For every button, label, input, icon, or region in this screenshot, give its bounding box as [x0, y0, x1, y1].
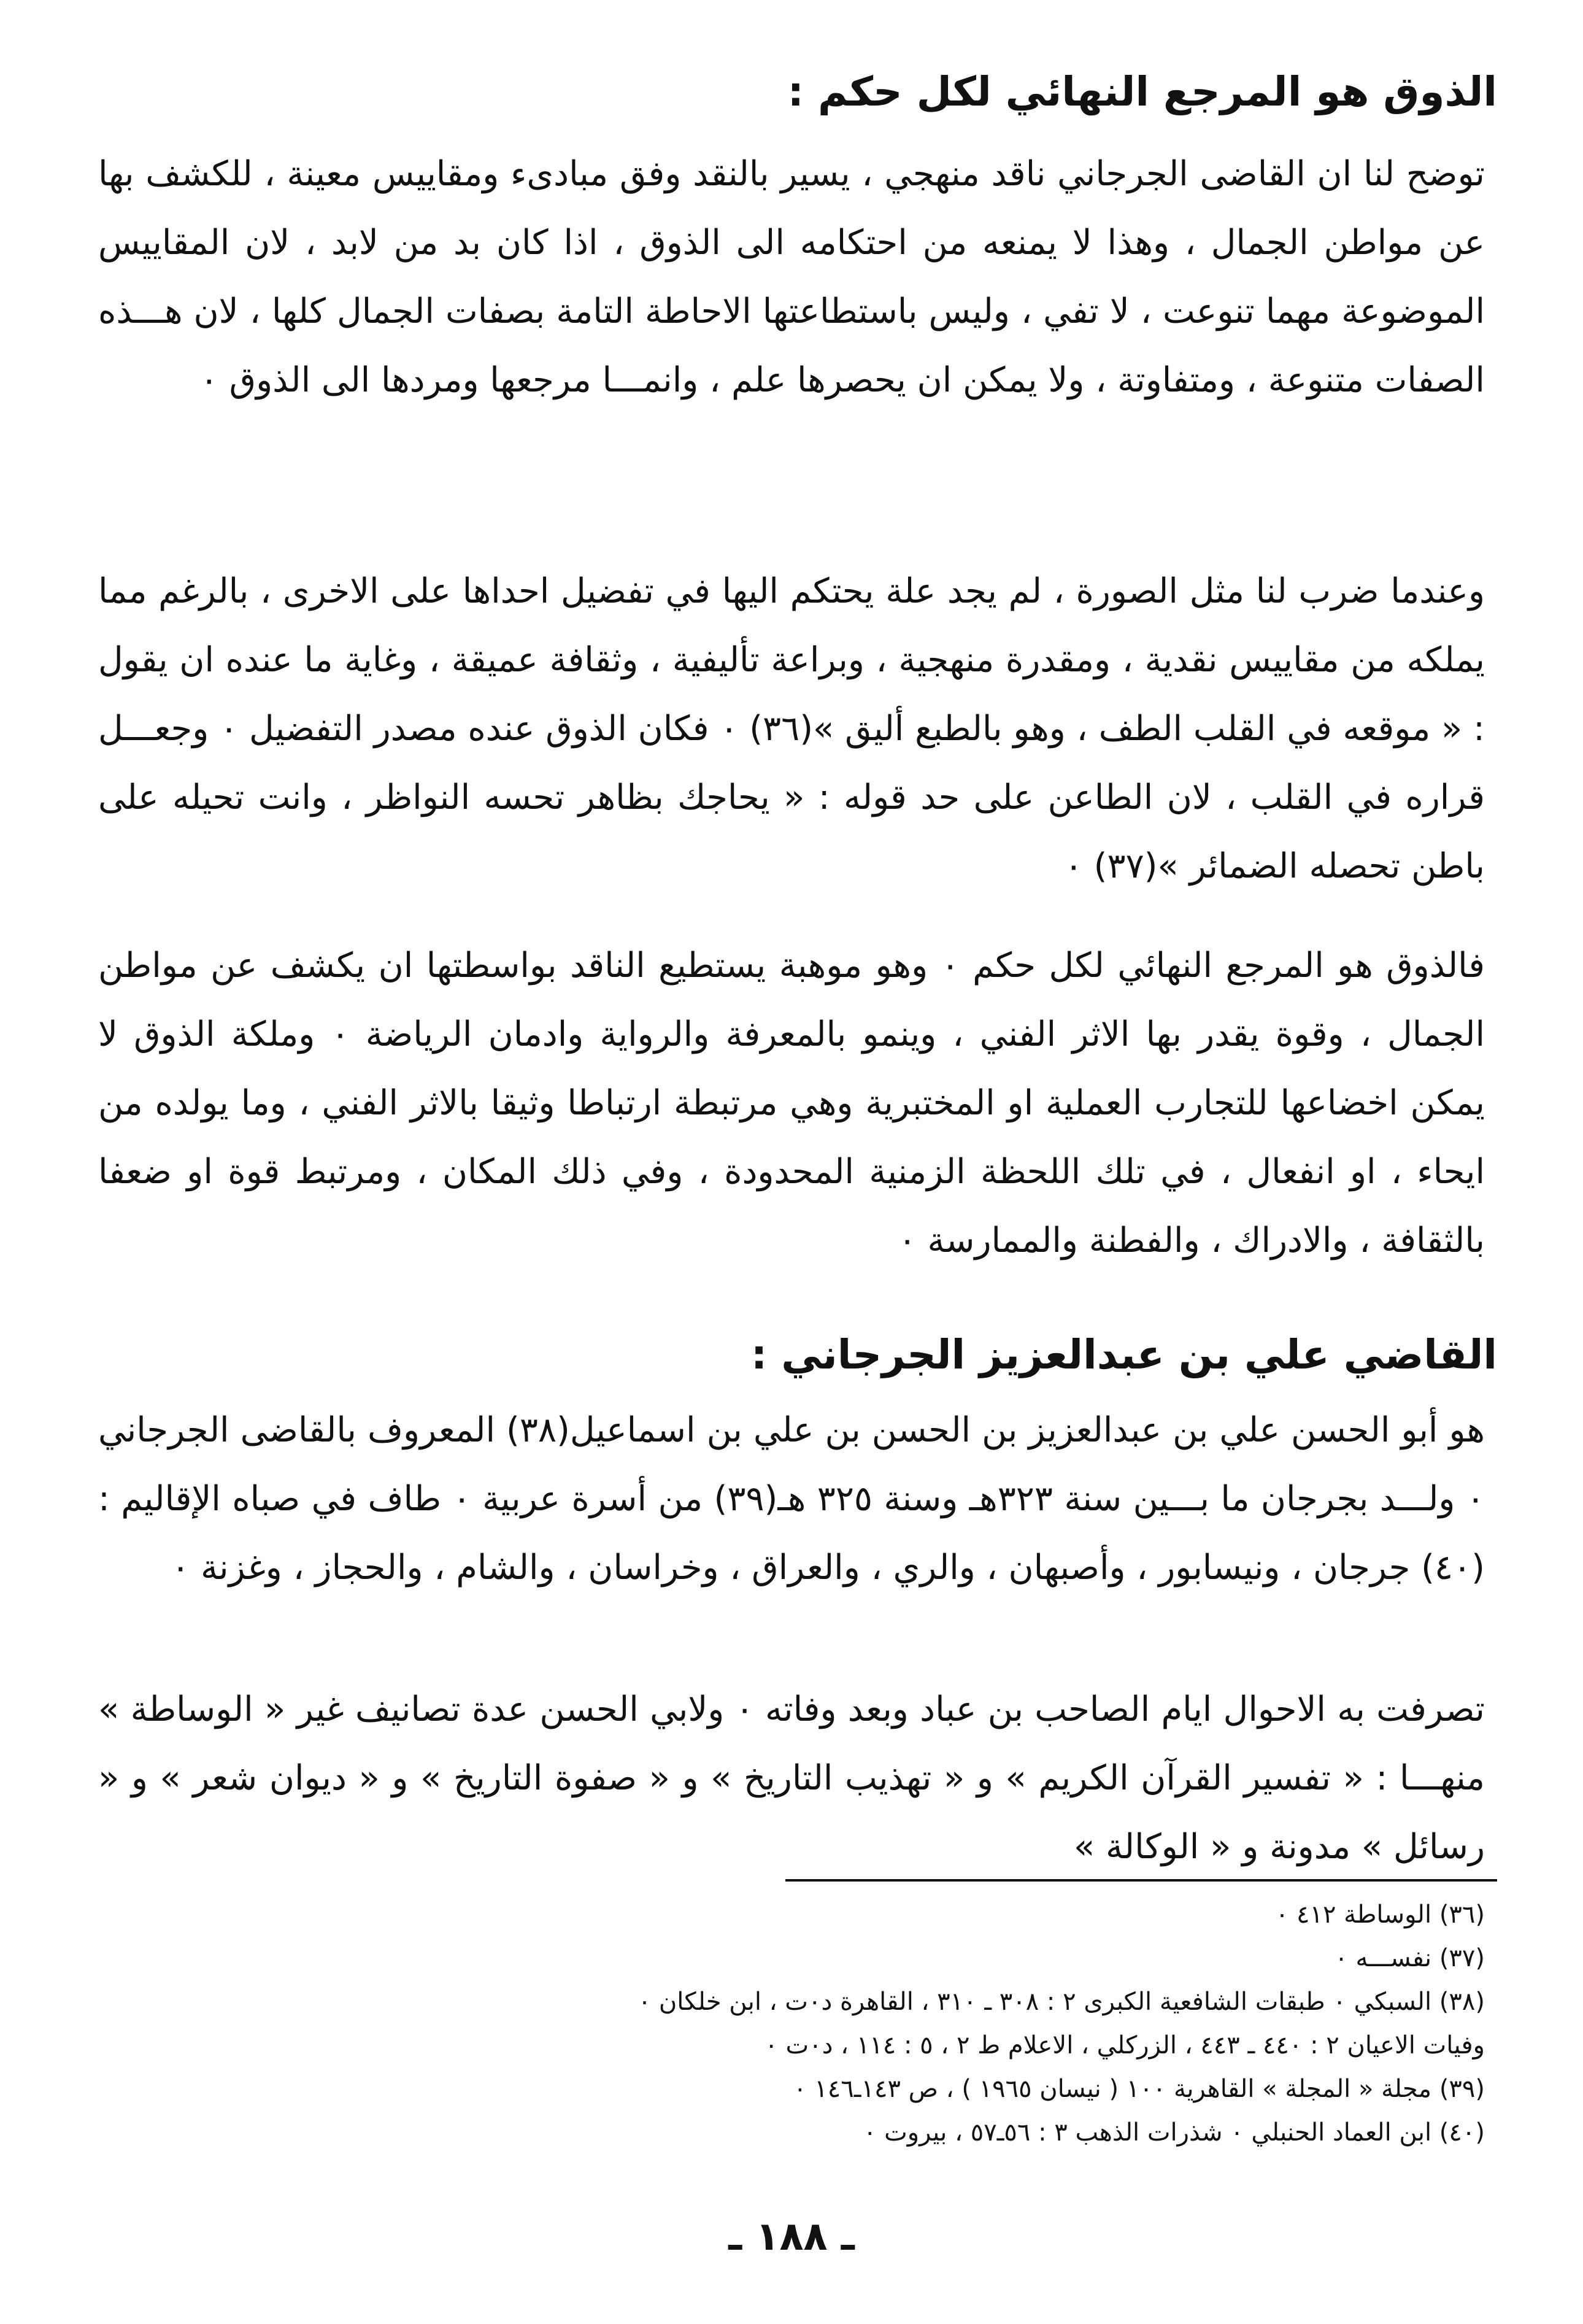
paragraph-4: هو أبو الحسن علي بن عبدالعزيز بن الحسن بن علي بن اسماعيل(٣٨) المعروف بالقاضى الجرجاني ٠ ولـــد بجرجان ما بـــين سنة ٣٢٣هـ وسنة ٣٢٥ هـ(٣٩) من أسرة عربية ٠ طاف في صباه الإقاليم :(٤٠) جرجان ، ونيسابور ، وأصبهان ، والري ، والعراق ، وخراسان ، والشام ، والحجاز ، وغزنة ٠: [98, 1410, 1485, 1588]
page-number: ـ ١٨٨ ـ: [728, 2214, 855, 2260]
footnote-divider: [785, 1879, 1497, 1882]
footnote-38: (٣٨) السبكي ٠ طبقات الشافعية الكبرى ٢ : ٣٠٨ ـ ٣١٠ ، القاهرة د٠ت ، ابن خلكان ٠: [637, 1988, 1485, 2016]
footnotes-list: [98, 1893, 1485, 2155]
paragraph-3: فالذوق هو المرجع النهائي لكل حكم ٠ وهو موهبة يستطيع الناقد بواسطتها ان يكشف عن مواطن الجمال ، وقوة يقدر بها الاثر الفني ، وينمو بالمعرفة والرواية وادمان الرياضة ٠ وملكة الذوق لا يمكن اخضاعها للتجارب العملية او المختبرية وهي مرتبطة ارتباطا وثيقا بالاثر الفني ، وما يولده من ايحاء ، او انفعال ، في تلك اللحظة الزمنية المحدودة ، وفي ذلك المكان ، ومرتبط قوة او ضعفا بالثقافة ، والادراك ، والفطنة والممارسة ٠: [98, 946, 1485, 1260]
paragraph-2: وعندما ضرب لنا مثل الصورة ، لم يجد علة يحتكم اليها في تفضيل احداها على الاخرى ، بالرغم مما يملكه من مقاييس نقدية ، ومقدرة منهجية ، وبراعة تأليفية ، وثقافة عميقة ، وغاية ما عنده ان يقول : « موقعه في القلب الطف ، وهو بالطبع أليق »(٣٦) ٠ فكان الذوق عنده مصدر التفضيل ٠ وجعـــل قراره في القلب ، لان الطاعن على حد قوله : « يحاجك بظاهر تحسه النواظر ، وانت تحيله على باطن تحصله الضمائر »(٣٧) ٠: [98, 571, 1485, 886]
footnote-40: (٤٠) ابن العماد الحنبلي ٠ شذرات الذهب ٣ : ٥٦ـ٥٧ ، بيروت ٠: [863, 2118, 1485, 2147]
footnote-36: (٣٦) الوساطة ٤١٢ ٠: [1275, 1901, 1485, 1929]
section-heading-taste: الذوق هو المرجع النهائي لكل حكم :: [787, 68, 1497, 115]
footnote-37: (٣٧) نفســـه ٠: [1335, 1944, 1485, 1972]
footnote-39: (٣٩) مجلة « المجلة » القاهرية ١٠٠ ( نيسان ١٩٦٥ ) ، ص ١٤٣ـ١٤٦ ٠: [793, 2075, 1485, 2103]
section-heading-jurjani: القاضي علي بن عبدالعزيز الجرجاني :: [750, 1331, 1497, 1378]
paragraph-5: تصرفت به الاحوال ايام الصاحب بن عباد وبعد وفاته ٠ ولابي الحسن عدة تصانيف غير « الوساطة » منهـــا : « تفسير القرآن الكريم » و « تهذيب التاريخ » و « صفوة التاريخ » و « ديوان شعر » و « رسائل » مدونة و « الوكالة »: [98, 1689, 1485, 1867]
paragraph-1: توضح لنا ان القاضى الجرجاني ناقد منهجي ، يسير بالنقد وفق مبادىء ومقاييس معينة ، للكشف بها عن مواطن الجمال ، وهذا لا يمنعه من احتكامه الى الذوق ، اذا كان بد من لابد ، لان المقاييس الموضوعة مهما تنوعت ، لا تفي ، وليس باستطاعتها الاحاطة التامة بصفات الجمال كلها ، لان هـــذه الصفات متنوعة ، ومتفاوتة ، ولا يمكن ان يحصرها علم ، وانمـــا مرجعها ومردها الى الذوق ٠: [98, 154, 1485, 400]
footnote-38-continued: وفيات الاعيان ٢ : ٤٤٠ ـ ٤٤٣ ، الزركلي ، الاعلام ط ٢ ، ٥ : ١١٤ ، د٠ت ٠: [765, 2031, 1485, 2060]
